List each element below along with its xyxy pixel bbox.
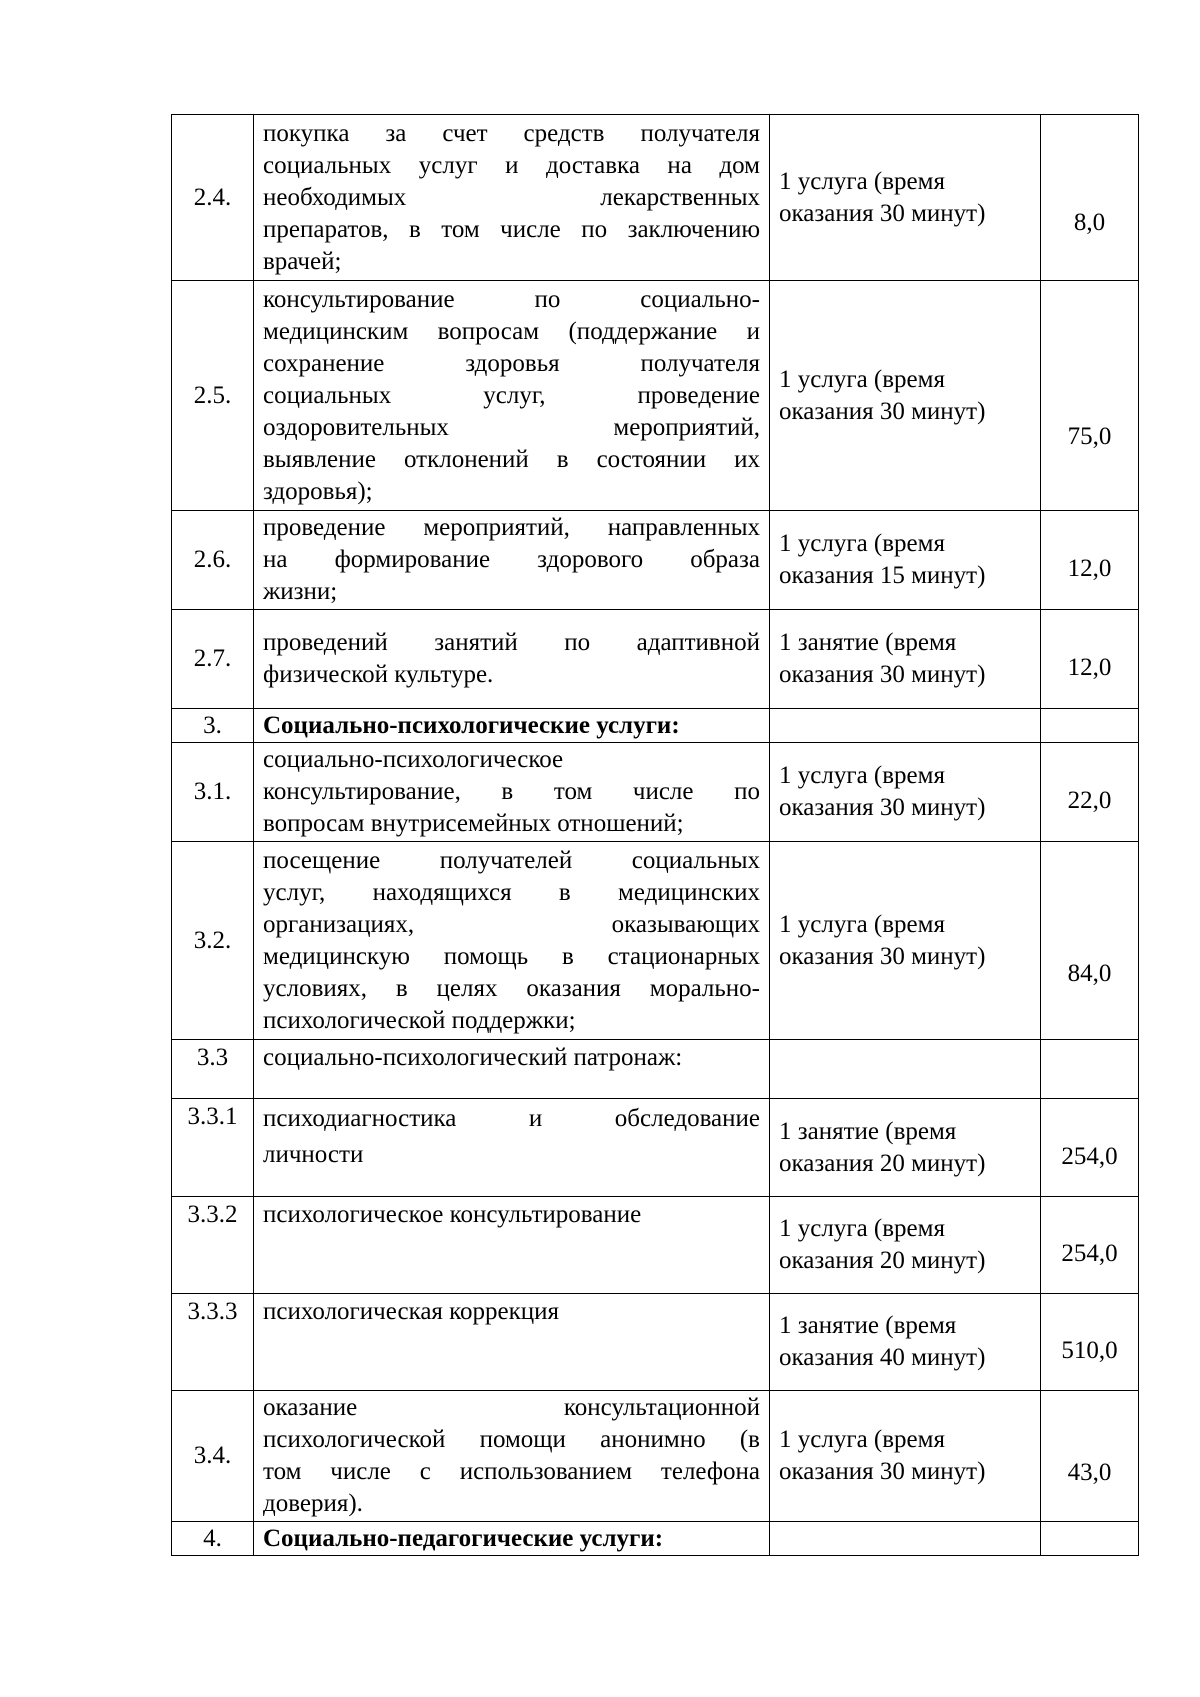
service-name: социально-психологический патронаж: bbox=[254, 1040, 770, 1099]
service-price bbox=[1041, 1040, 1139, 1099]
table-row bbox=[172, 1391, 1139, 1522]
section-title: Социально-педагогические услуги: bbox=[254, 1522, 770, 1556]
service-unit bbox=[770, 1040, 1041, 1099]
table-row bbox=[172, 1099, 1139, 1197]
service-price: 12,0 bbox=[1041, 511, 1139, 610]
section-row bbox=[172, 1522, 1139, 1556]
section-title: Социально-психологические услуги: bbox=[254, 709, 770, 743]
service-price: 22,0 bbox=[1041, 743, 1139, 842]
table-row bbox=[172, 281, 1139, 511]
service-price bbox=[1041, 709, 1139, 743]
row-number: 3.3.3 bbox=[172, 1294, 254, 1391]
service-unit: 1 услуга (время оказания 30 минут) bbox=[770, 743, 1041, 842]
row-number: 3. bbox=[172, 709, 254, 743]
row-number: 2.6. bbox=[172, 511, 254, 610]
table-row bbox=[172, 842, 1139, 1040]
row-number: 3.3.1 bbox=[172, 1099, 254, 1197]
service-unit bbox=[770, 709, 1041, 743]
row-number: 2.5. bbox=[172, 281, 254, 511]
service-price: 254,0 bbox=[1041, 1197, 1139, 1294]
service-unit: 1 услуга (время оказания 20 минут) bbox=[770, 1197, 1041, 1294]
service-name: психологическое консультирование bbox=[254, 1197, 770, 1294]
services-table bbox=[171, 114, 1139, 1556]
service-unit: 1 занятие (время оказания 40 минут) bbox=[770, 1294, 1041, 1391]
service-name: социально-психологическое консультирование, в том числе по вопросам внутрисемейных отношений; bbox=[254, 743, 770, 842]
row-number: 3.3.2 bbox=[172, 1197, 254, 1294]
service-unit: 1 занятие (время оказания 30 минут) bbox=[770, 610, 1041, 709]
service-price: 84,0 bbox=[1041, 842, 1139, 1040]
service-name: оказание консультационной психологической помощи анонимно (в том числе с использованием телефона доверия). bbox=[254, 1391, 770, 1522]
service-price: 254,0 bbox=[1041, 1099, 1139, 1197]
service-price: 75,0 bbox=[1041, 281, 1139, 511]
service-unit: 1 услуга (время оказания 30 минут) bbox=[770, 115, 1041, 281]
service-unit: 1 услуга (время оказания 30 минут) bbox=[770, 1391, 1041, 1522]
table-row bbox=[172, 743, 1139, 842]
service-name: консультирование по социально- медицинским вопросам (поддержание и сохранение здоровья получателя социальных услуг, проведение оздоровительных мероприятий, выявление отклонений в состоянии их здоровья); bbox=[254, 281, 770, 511]
service-price bbox=[1041, 1522, 1139, 1556]
row-number: 3.4. bbox=[172, 1391, 254, 1522]
row-number: 3.1. bbox=[172, 743, 254, 842]
service-name: проведение мероприятий, направленных на формирование здорового образа жизни; bbox=[254, 511, 770, 610]
table-row bbox=[172, 610, 1139, 709]
service-unit: 1 услуга (время оказания 30 минут) bbox=[770, 842, 1041, 1040]
row-number: 2.4. bbox=[172, 115, 254, 281]
row-number: 2.7. bbox=[172, 610, 254, 709]
service-name: посещение получателей социальных услуг, находящихся в медицинских организациях, оказывающих медицинскую помощь в стационарных условиях, в целях оказания морально- психологической поддержки; bbox=[254, 842, 770, 1040]
table-row bbox=[172, 1197, 1139, 1294]
service-unit: 1 услуга (время оказания 15 минут) bbox=[770, 511, 1041, 610]
service-unit: 1 занятие (время оказания 20 минут) bbox=[770, 1099, 1041, 1197]
service-price: 12,0 bbox=[1041, 610, 1139, 709]
row-number: 4. bbox=[172, 1522, 254, 1556]
service-price: 510,0 bbox=[1041, 1294, 1139, 1391]
table-row bbox=[172, 1040, 1139, 1099]
section-row bbox=[172, 709, 1139, 743]
service-price: 43,0 bbox=[1041, 1391, 1139, 1522]
table-row bbox=[172, 1294, 1139, 1391]
table-row bbox=[172, 511, 1139, 610]
service-name: покупка за счет средств получателя социальных услуг и доставка на дом необходимых лекарственных препаратов, в том числе по заключению врачей; bbox=[254, 115, 770, 281]
table-row bbox=[172, 115, 1139, 281]
service-name: психодиагностика и обследование личности bbox=[254, 1099, 770, 1197]
service-price: 8,0 bbox=[1041, 115, 1139, 281]
row-number: 3.3 bbox=[172, 1040, 254, 1099]
service-name: психологическая коррекция bbox=[254, 1294, 770, 1391]
service-name: проведений занятий по адаптивной физической культуре. bbox=[254, 610, 770, 709]
row-number: 3.2. bbox=[172, 842, 254, 1040]
service-unit: 1 услуга (время оказания 30 минут) bbox=[770, 281, 1041, 511]
service-unit bbox=[770, 1522, 1041, 1556]
